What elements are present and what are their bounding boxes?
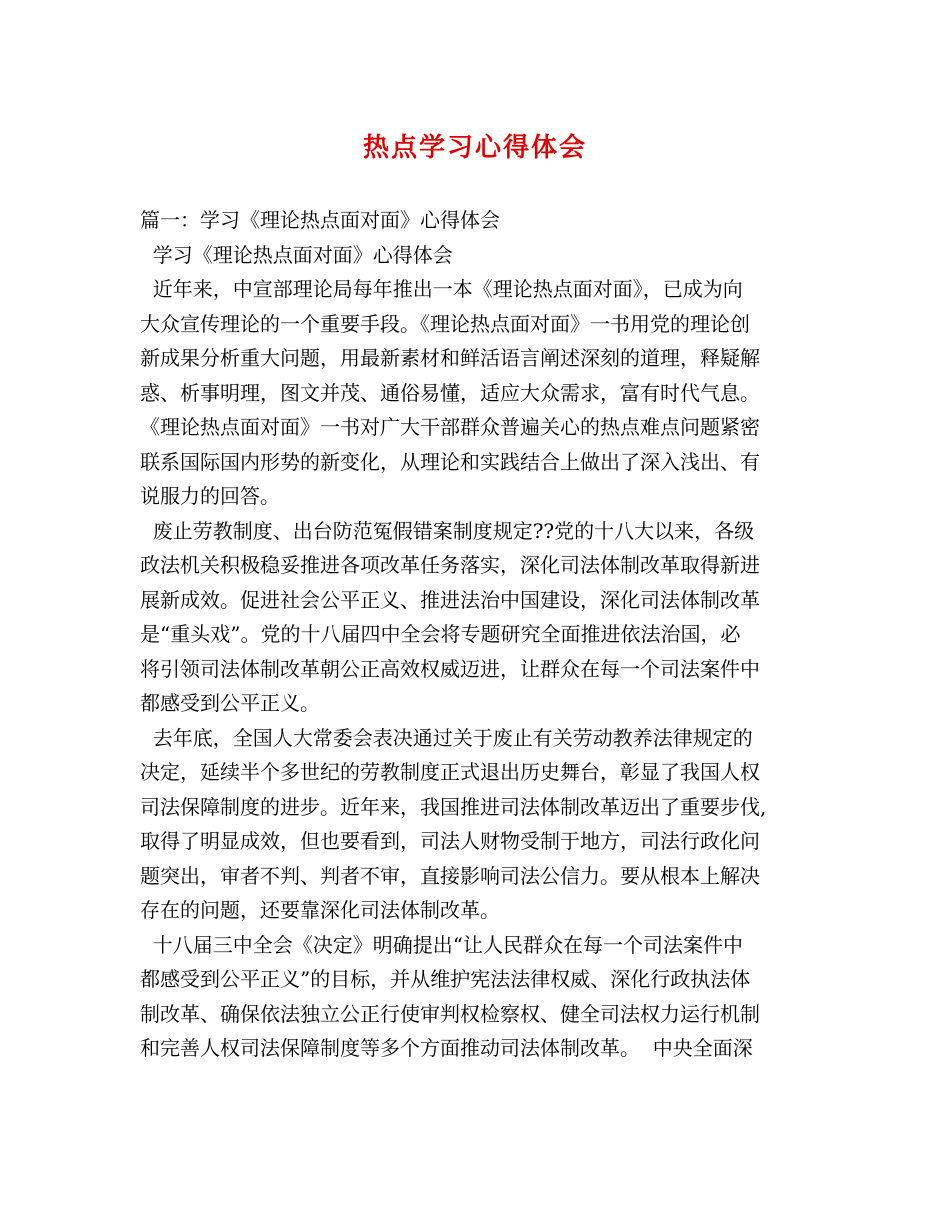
text-line: 决定，延续半个多世纪的劳教制度正式退出历史舞台，彰显了我国人权	[140, 760, 760, 784]
text-line: 都感受到公平正义。	[140, 691, 320, 715]
text-line: 篇一：学习《理论热点面对面》心得体会	[140, 208, 500, 232]
text-line: 学习《理论热点面对面》心得体会	[140, 242, 453, 267]
document-body	[140, 203, 820, 1066]
text-line: 十八届三中全会《决定》明确提出“让人民群众在每一个司法案件中	[140, 932, 743, 957]
text-line: 大众宣传理论的一个重要手段。《理论热点面对面》一书用党的理论创	[140, 311, 750, 336]
text-line: 去年底，全国人大常委会表决通过关于废止有关劳动教养法律规定的	[140, 725, 753, 750]
text-line: 新成果分析重大问题，用最新素材和鲜活语言阐述深刻的道理，释疑解	[140, 346, 760, 370]
text-line: 司法保障制度的进步。近年来，我国推进司法体制改革迈出了重要步伐,	[140, 794, 767, 819]
text-line: 制改革、确保依法独立公正行使审判权检察权、健全司法权力运行机制	[140, 1001, 760, 1026]
text-line: 取得了明显成效，但也要看到，司法人财物受制于地方，司法行政化问	[140, 829, 760, 853]
text-line: 政法机关积极稳妥推进各项改革任务落实，深化司法体制改革取得新进	[140, 553, 760, 577]
text-line: 存在的问题，还要靠深化司法体制改革。	[140, 898, 500, 922]
text-line: 惑、析事明理，图文并茂、通俗易懂，适应大众需求，富有时代气息。	[140, 380, 760, 405]
text-line: 展新成效。促进社会公平正义、推进法治中国建设，深化司法体制改革	[140, 587, 760, 612]
text-line: 联系国际国内形势的新变化，从理论和实践结合上做出了深入浅出、有	[140, 449, 760, 474]
text-line: 和完善人权司法保障制度等多个方面推动司法体制改革。 中央全面深	[140, 1036, 753, 1060]
text-line: 将引领司法体制改革朝公正高效权威迈进，让群众在每一个司法案件中	[140, 656, 760, 681]
text-line: 说服力的回答。	[140, 484, 280, 508]
document-title: 热点学习心得体会	[362, 133, 587, 163]
text-line: 都感受到公平正义”的目标，并从维护宪法法律权威、深化行政执法体	[140, 967, 751, 991]
text-line: 近年来，中宣部理论局每年推出一本《理论热点面对面》，已成为向	[140, 277, 743, 301]
text-line: 废止劳教制度、出台防范冤假错案制度规定??党的十八大以来，各级	[140, 518, 755, 543]
text-line: 题突出，审者不判、判者不审，直接影响司法公信力。要从根本上解决	[140, 863, 760, 888]
text-line: 是“重头戏”。党的十八届四中全会将专题研究全面推进依法治国，必	[140, 622, 741, 646]
text-line: 《理论热点面对面》一书对广大干部群众普遍关心的热点难点问题紧密	[140, 415, 760, 439]
